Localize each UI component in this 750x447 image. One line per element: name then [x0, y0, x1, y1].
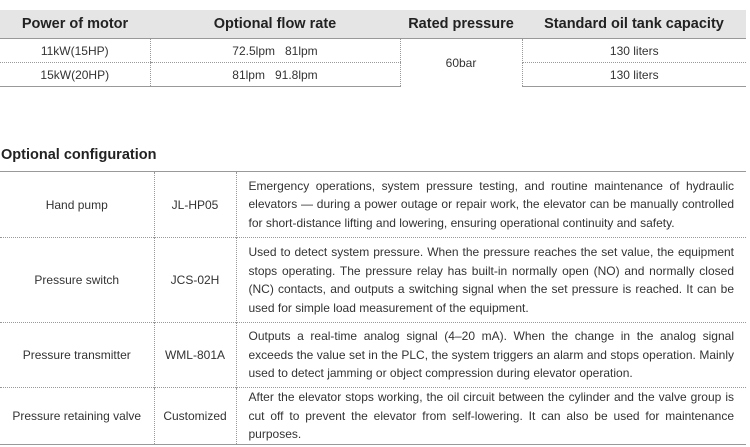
- config-item-description: After the elevator stops working, the oil circuit between the cylinder and the valve group is cut off to prevent the elevator from self-lowering. It can also be used for maintenance purposes.: [236, 388, 746, 445]
- config-row-pressure-transmitter: [0, 323, 746, 388]
- header-rated-pressure: Rated pressure: [400, 10, 522, 39]
- spec-row: [0, 63, 746, 87]
- config-item-name: Hand pump: [0, 172, 154, 238]
- config-row-hand-pump: [0, 172, 746, 238]
- motor-spec-table: [0, 10, 746, 87]
- config-row-pressure-retaining-valve: [0, 388, 746, 445]
- optional-configuration-table: [0, 171, 746, 445]
- config-item-name: Pressure transmitter: [0, 323, 154, 388]
- config-item-name: Pressure retaining valve: [0, 388, 154, 445]
- config-item-description: Outputs a real-time analog signal (4–20 mA). When the change in the analog signal exceeds the value set in the PLC, the system triggers an alarm and stops operation. Mainly used to detect jamming or object compression during elevator operation.: [236, 323, 746, 388]
- power-cell: 15kW(20HP): [0, 63, 150, 87]
- flow-rate-cell: 72.5lpm 81lpm: [150, 39, 400, 63]
- config-item-model: JL-HP05: [154, 172, 236, 238]
- config-item-name: Pressure switch: [0, 238, 154, 323]
- tank-capacity-cell: 130 liters: [522, 63, 746, 87]
- config-item-description: Emergency operations, system pressure testing, and routine maintenance of hydraulic elevators — during a power outage or repair work, the elevator can be manually controlled for short-distance lifting and lowering, ensuring operational continuity and safety.: [248, 178, 734, 230]
- power-cell: 11kW(15HP): [0, 39, 150, 63]
- config-item-model: WML-801A: [154, 323, 236, 388]
- tank-capacity-cell: 130 liters: [522, 39, 746, 63]
- flow-rate-cell: 81lpm 91.8lpm: [150, 63, 400, 87]
- config-item-description: Used to detect system pressure. When the pressure reaches the set value, the equipment stops operating. The pressure relay has built-in normally open (NO) and normally closed (NC) contacts, and outputs a switching signal when the set pressure is reached. It can be used for simple load measurement of the equipment.: [236, 238, 746, 323]
- config-item-model: JCS-02H: [154, 238, 236, 323]
- config-item-model: Customized: [154, 388, 236, 445]
- rated-pressure-cell: 60bar: [400, 39, 522, 87]
- spec-header-row: [0, 10, 746, 39]
- header-optional-flow-rate: Optional flow rate: [150, 10, 400, 39]
- header-power-of-motor: Power of motor: [0, 10, 150, 39]
- config-row-pressure-switch: [0, 238, 746, 323]
- spec-row: [0, 39, 746, 63]
- optional-configuration-title: Optional configuration: [1, 147, 157, 163]
- header-oil-tank-capacity: Standard oil tank capacity: [522, 10, 746, 39]
